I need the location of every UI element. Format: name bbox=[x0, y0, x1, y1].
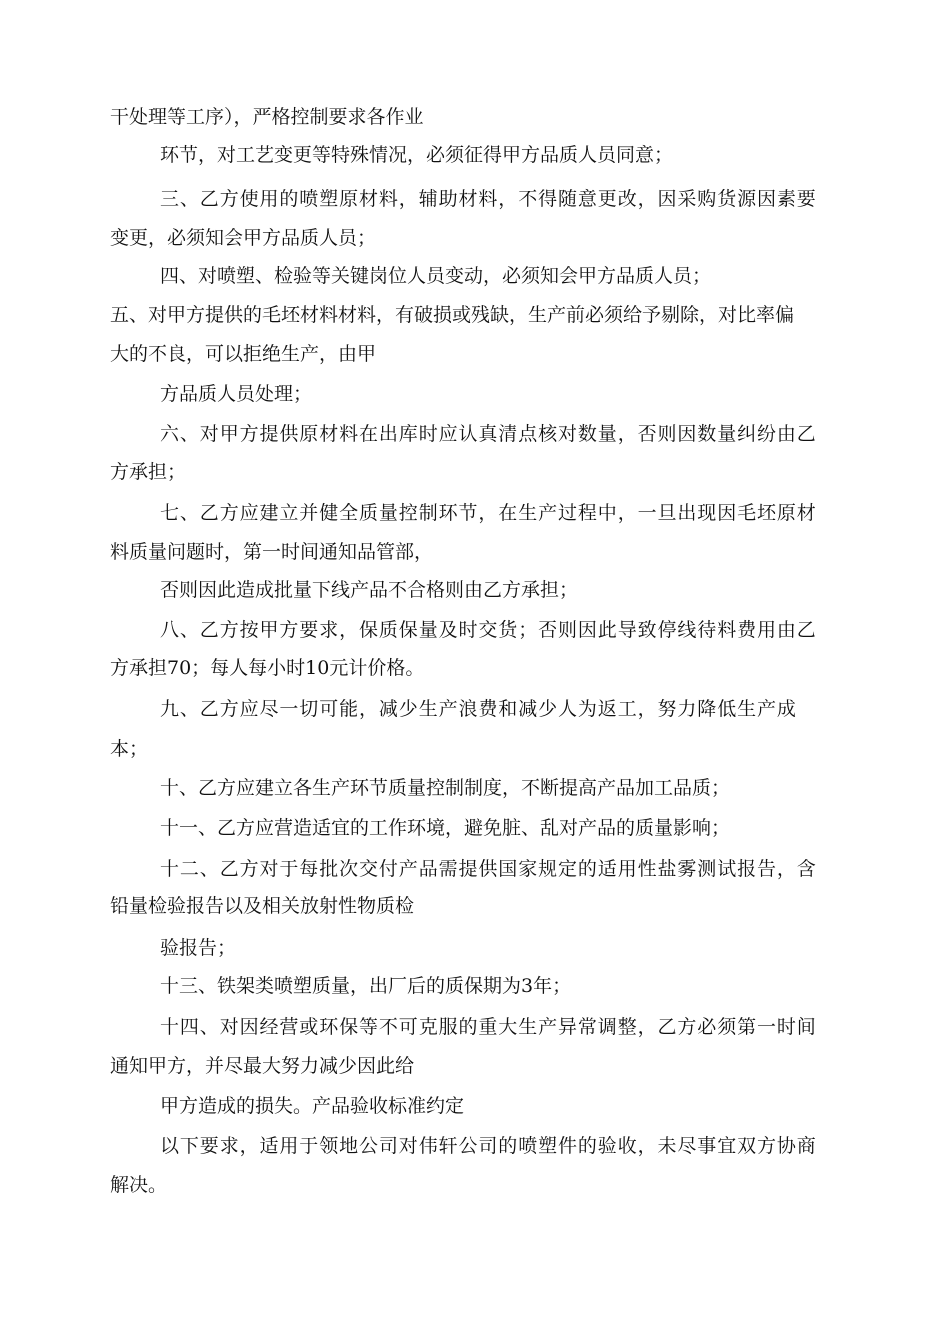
text-line: 五、对甲方提供的毛坯材料材料，有破损或残缺，生产前必须给予剔除，对比率偏 bbox=[110, 304, 795, 326]
text-line: 以下要求，适用于领地公司对伟轩公司的喷塑件的验收，未尽事宜双方协商 bbox=[160, 1135, 817, 1157]
text-line: 变更，必须知会甲方品质人员； bbox=[110, 227, 377, 249]
text-line: 六、对甲方提供原材料在出库时应认真清点核对数量，否则因数量纠纷由乙 bbox=[160, 423, 817, 445]
text-line: 十四、对因经营或环保等不可克服的重大生产异常调整，乙方必须第一时间 bbox=[160, 1016, 817, 1038]
text-line: 大的不良，可以拒绝生产，由甲 bbox=[110, 343, 377, 365]
text-line: 甲方造成的损失。产品验收标准约定 bbox=[160, 1095, 465, 1117]
text-line: 通知甲方，并尽最大努力减少因此给 bbox=[110, 1055, 415, 1077]
text-line: 方承担70；每人每小时10元计价格。 bbox=[110, 657, 425, 679]
text-line: 干处理等工序），严格控制要求各作业 bbox=[110, 106, 424, 128]
text-line: 方品质人员处理； bbox=[160, 383, 313, 405]
text-line: 七、乙方应建立并健全质量控制环节，在生产过程中，一旦出现因毛坯原材 bbox=[160, 502, 817, 524]
text-line: 验报告； bbox=[160, 937, 237, 959]
text-line: 十三、铁架类喷塑质量，出厂后的质保期为3年； bbox=[160, 975, 572, 997]
text-line: 十一、乙方应营造适宜的工作环境，避免脏、乱对产品的质量影响； bbox=[160, 817, 731, 839]
text-line: 本； bbox=[110, 738, 149, 760]
text-line: 十二、乙方对于每批次交付产品需提供国家规定的适用性盐雾测试报告，含 bbox=[160, 858, 817, 880]
text-line: 解决。 bbox=[110, 1174, 168, 1196]
text-line: 环节，对工艺变更等特殊情况，必须征得甲方品质人员同意； bbox=[160, 144, 674, 166]
text-line: 料质量问题时，第一时间通知品管部， bbox=[110, 541, 434, 563]
text-line: 三、乙方使用的喷塑原材料，辅助材料，不得随意更改，因采购货源因素要 bbox=[160, 188, 817, 210]
text-line: 四、对喷塑、检验等关键岗位人员变动，必须知会甲方品质人员； bbox=[160, 265, 712, 287]
text-line: 铅量检验报告以及相关放射性物质检 bbox=[110, 895, 415, 917]
text-line: 八、乙方按甲方要求，保质保量及时交货；否则因此导致停线待料费用由乙 bbox=[160, 619, 817, 641]
text-line: 九、乙方应尽一切可能，减少生产浪费和减少人为返工，努力降低生产成 bbox=[160, 698, 797, 720]
text-line: 否则因此造成批量下线产品不合格则由乙方承担； bbox=[160, 579, 579, 601]
text-line: 方承担； bbox=[110, 461, 187, 483]
text-line: 十、乙方应建立各生产环节质量控制制度，不断提高产品加工品质； bbox=[160, 777, 731, 799]
